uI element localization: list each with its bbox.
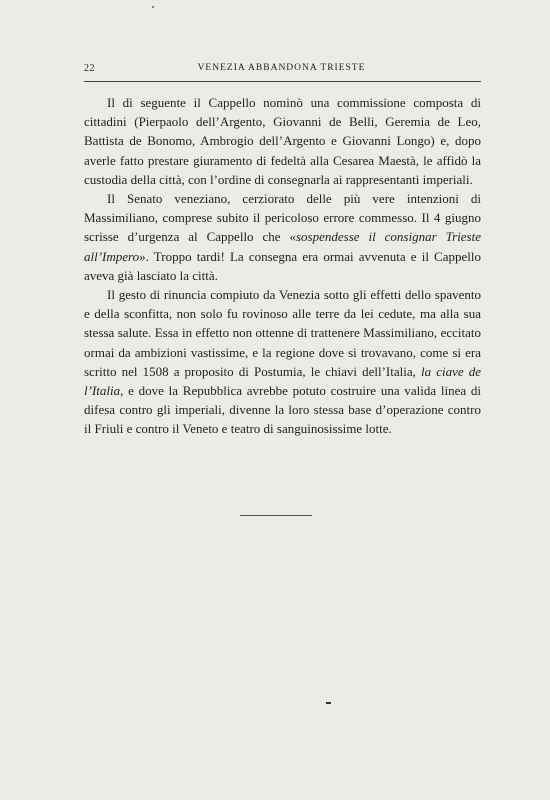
paragraph-3-text-b: , e dove la Repubblica avrebbe potuto costruire una valida linea di difesa contro gli imperiali, divenne la loro stessa base d’operazione contro il Friuli e contro il Veneto e teatro di sanguinosissime lotte. <box>84 383 481 437</box>
paragraph-3-quote: la ciave de l’Italia <box>84 363 481 399</box>
paragraph-3 <box>84 285 481 439</box>
body-text <box>84 93 481 439</box>
paragraph-2-text-b: ». Troppo tardi! La consegna era ormai avvenuta e il Cappello aveva già lasciato la città. <box>84 248 481 283</box>
section-end-rule <box>240 515 312 516</box>
page-header <box>84 63 479 79</box>
paper-speck <box>152 6 154 8</box>
paragraph-2-text-a: Il Senato veneziano, cerziorato delle più vere intenzioni di Massimiliano, comprese subito il pericoloso errore commesso. Il 4 giugno scrisse d’urgenza al Cappello che « <box>84 191 481 245</box>
paragraph-2-quote: sospendesse il consignar Trieste all’Impero <box>84 229 481 264</box>
print-mark <box>326 702 331 704</box>
paragraph-1: Il dì seguente il Cappello nominò una commissione composta di cittadini (Pierpaolo dell’Argento, Giovanni de Belli, Geremia de Leo, Battista de Bonomo, Ambrogio dell’Argento e Giovanni Longo) e, dopo averle fatto prestare giuramento di fedeltà alla Cesarea Maestà, le affidò la custodia della città, con l’ordine di consegnarla ai rappresentanti imperiali. <box>84 95 481 187</box>
running-title: VENEZIA ABBANDONA TRIESTE <box>197 63 366 73</box>
page-number: 22 <box>84 63 95 74</box>
header-rule <box>84 81 481 82</box>
paragraph-3-text-a: Il gesto di rinuncia compiuto da Venezia sotto gli effetti dello spavento e della sconfitta, non solo fu rovinoso alle terre da lei cedute, ma alla sua stessa salute. Essa in effetto non ottenne di trattenere Massimiliano, eccitato ormai da ambizioni vastissime, e la regione dove si trovavano, come si era scritto nel 1508 a proposito di Postumia, le chiavi dell’Italia, <box>84 287 481 379</box>
paragraph-2 <box>84 189 481 285</box>
